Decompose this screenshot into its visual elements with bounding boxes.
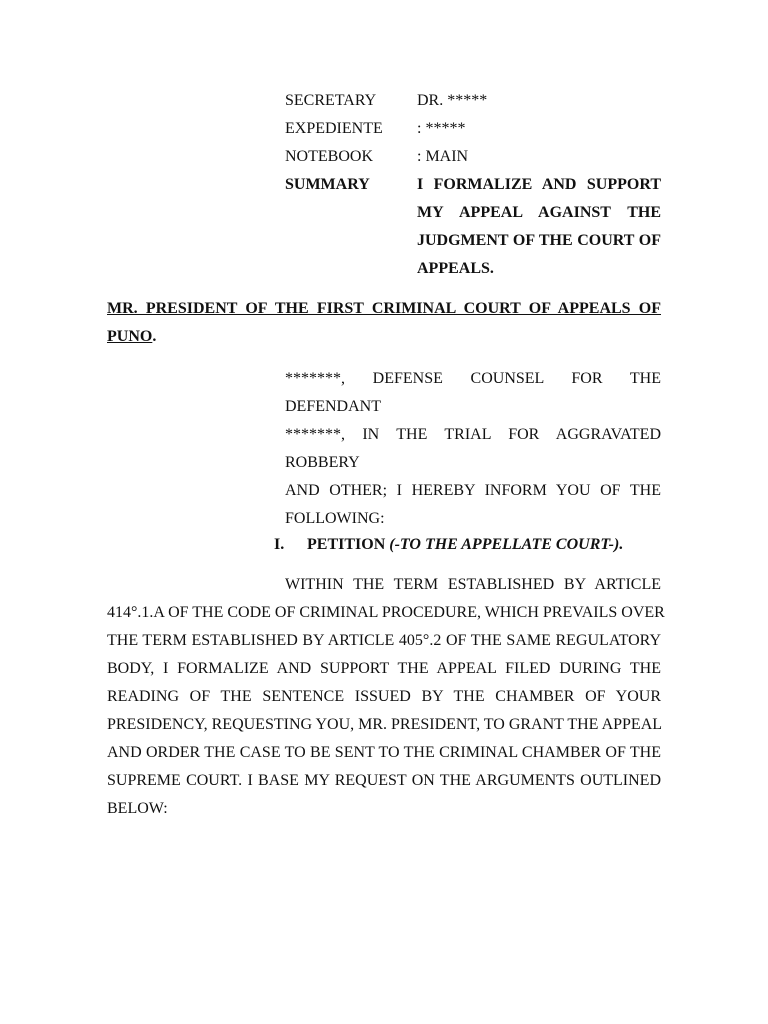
body-line: BODY, I FORMALIZE AND SUPPORT THE APPEAL FILED DURING THE bbox=[107, 660, 661, 677]
body-line: WITHIN THE TERM ESTABLISHED BY ARTICLE bbox=[285, 576, 661, 593]
addressee-city: PUNO bbox=[107, 328, 153, 345]
section-number: I. bbox=[274, 536, 285, 553]
body-line: AND ORDER THE CASE TO BE SENT TO THE CRIMINAL CHAMBER OF THE bbox=[107, 744, 661, 761]
addressee-punctuation: . bbox=[152, 328, 157, 345]
intro-line: AND OTHER; I HEREBY INFORM YOU OF THE bbox=[285, 482, 661, 499]
header-secretary-row bbox=[285, 87, 661, 115]
intro-paragraph bbox=[285, 365, 661, 533]
body-paragraph bbox=[107, 571, 665, 823]
notebook-label: NOTEBOOK bbox=[285, 148, 373, 165]
body-line: 414°.1.A OF THE CODE OF CRIMINAL PROCEDURE, WHICH PREVAILS OVER bbox=[107, 604, 665, 621]
summary-line: I FORMALIZE AND SUPPORT bbox=[417, 176, 661, 193]
addressee bbox=[107, 295, 661, 351]
header-summary-row bbox=[285, 171, 661, 283]
intro-line: FOLLOWING: bbox=[285, 510, 385, 527]
section-title: PETITION bbox=[307, 536, 386, 553]
header-expediente-row bbox=[285, 115, 661, 143]
secretary-label: SECRETARY bbox=[285, 92, 377, 109]
section-subtitle: (-TO THE APPELLATE COURT-). bbox=[389, 536, 624, 553]
summary-value bbox=[417, 171, 661, 283]
expediente-label: EXPEDIENTE bbox=[285, 120, 383, 137]
body-line: PRESIDENCY, REQUESTING YOU, MR. PRESIDENT, TO GRANT THE APPEAL bbox=[107, 716, 663, 733]
intro-line: *******, IN THE TRIAL FOR AGGRAVATED ROBBERY bbox=[285, 426, 661, 471]
header-notebook-row bbox=[285, 143, 661, 171]
addressee-line bbox=[107, 323, 661, 351]
summary-line: JUDGMENT OF THE COURT OF bbox=[417, 232, 661, 249]
body-line: SUPREME COURT. I BASE MY REQUEST ON THE ARGUMENTS OUTLINED bbox=[107, 772, 661, 789]
notebook-value: : MAIN bbox=[417, 148, 469, 165]
summary-line: MY APPEAL AGAINST THE bbox=[417, 204, 661, 221]
body-line: THE TERM ESTABLISHED BY ARTICLE 405°.2 OF THE SAME REGULATORY bbox=[107, 632, 661, 649]
secretary-value: DR. ***** bbox=[417, 92, 488, 109]
summary-line: APPEALS. bbox=[417, 260, 494, 277]
body-line: READING OF THE SENTENCE ISSUED BY THE CHAMBER OF YOUR bbox=[107, 688, 661, 705]
expediente-value: : ***** bbox=[417, 120, 466, 137]
intro-line: *******, DEFENSE COUNSEL FOR THE DEFENDANT bbox=[285, 370, 661, 415]
summary-label: SUMMARY bbox=[285, 176, 370, 193]
section-heading bbox=[274, 531, 623, 559]
body-line: BELOW: bbox=[107, 800, 168, 817]
addressee-line: MR. PRESIDENT OF THE FIRST CRIMINAL COURT OF APPEALS OF bbox=[107, 300, 661, 317]
